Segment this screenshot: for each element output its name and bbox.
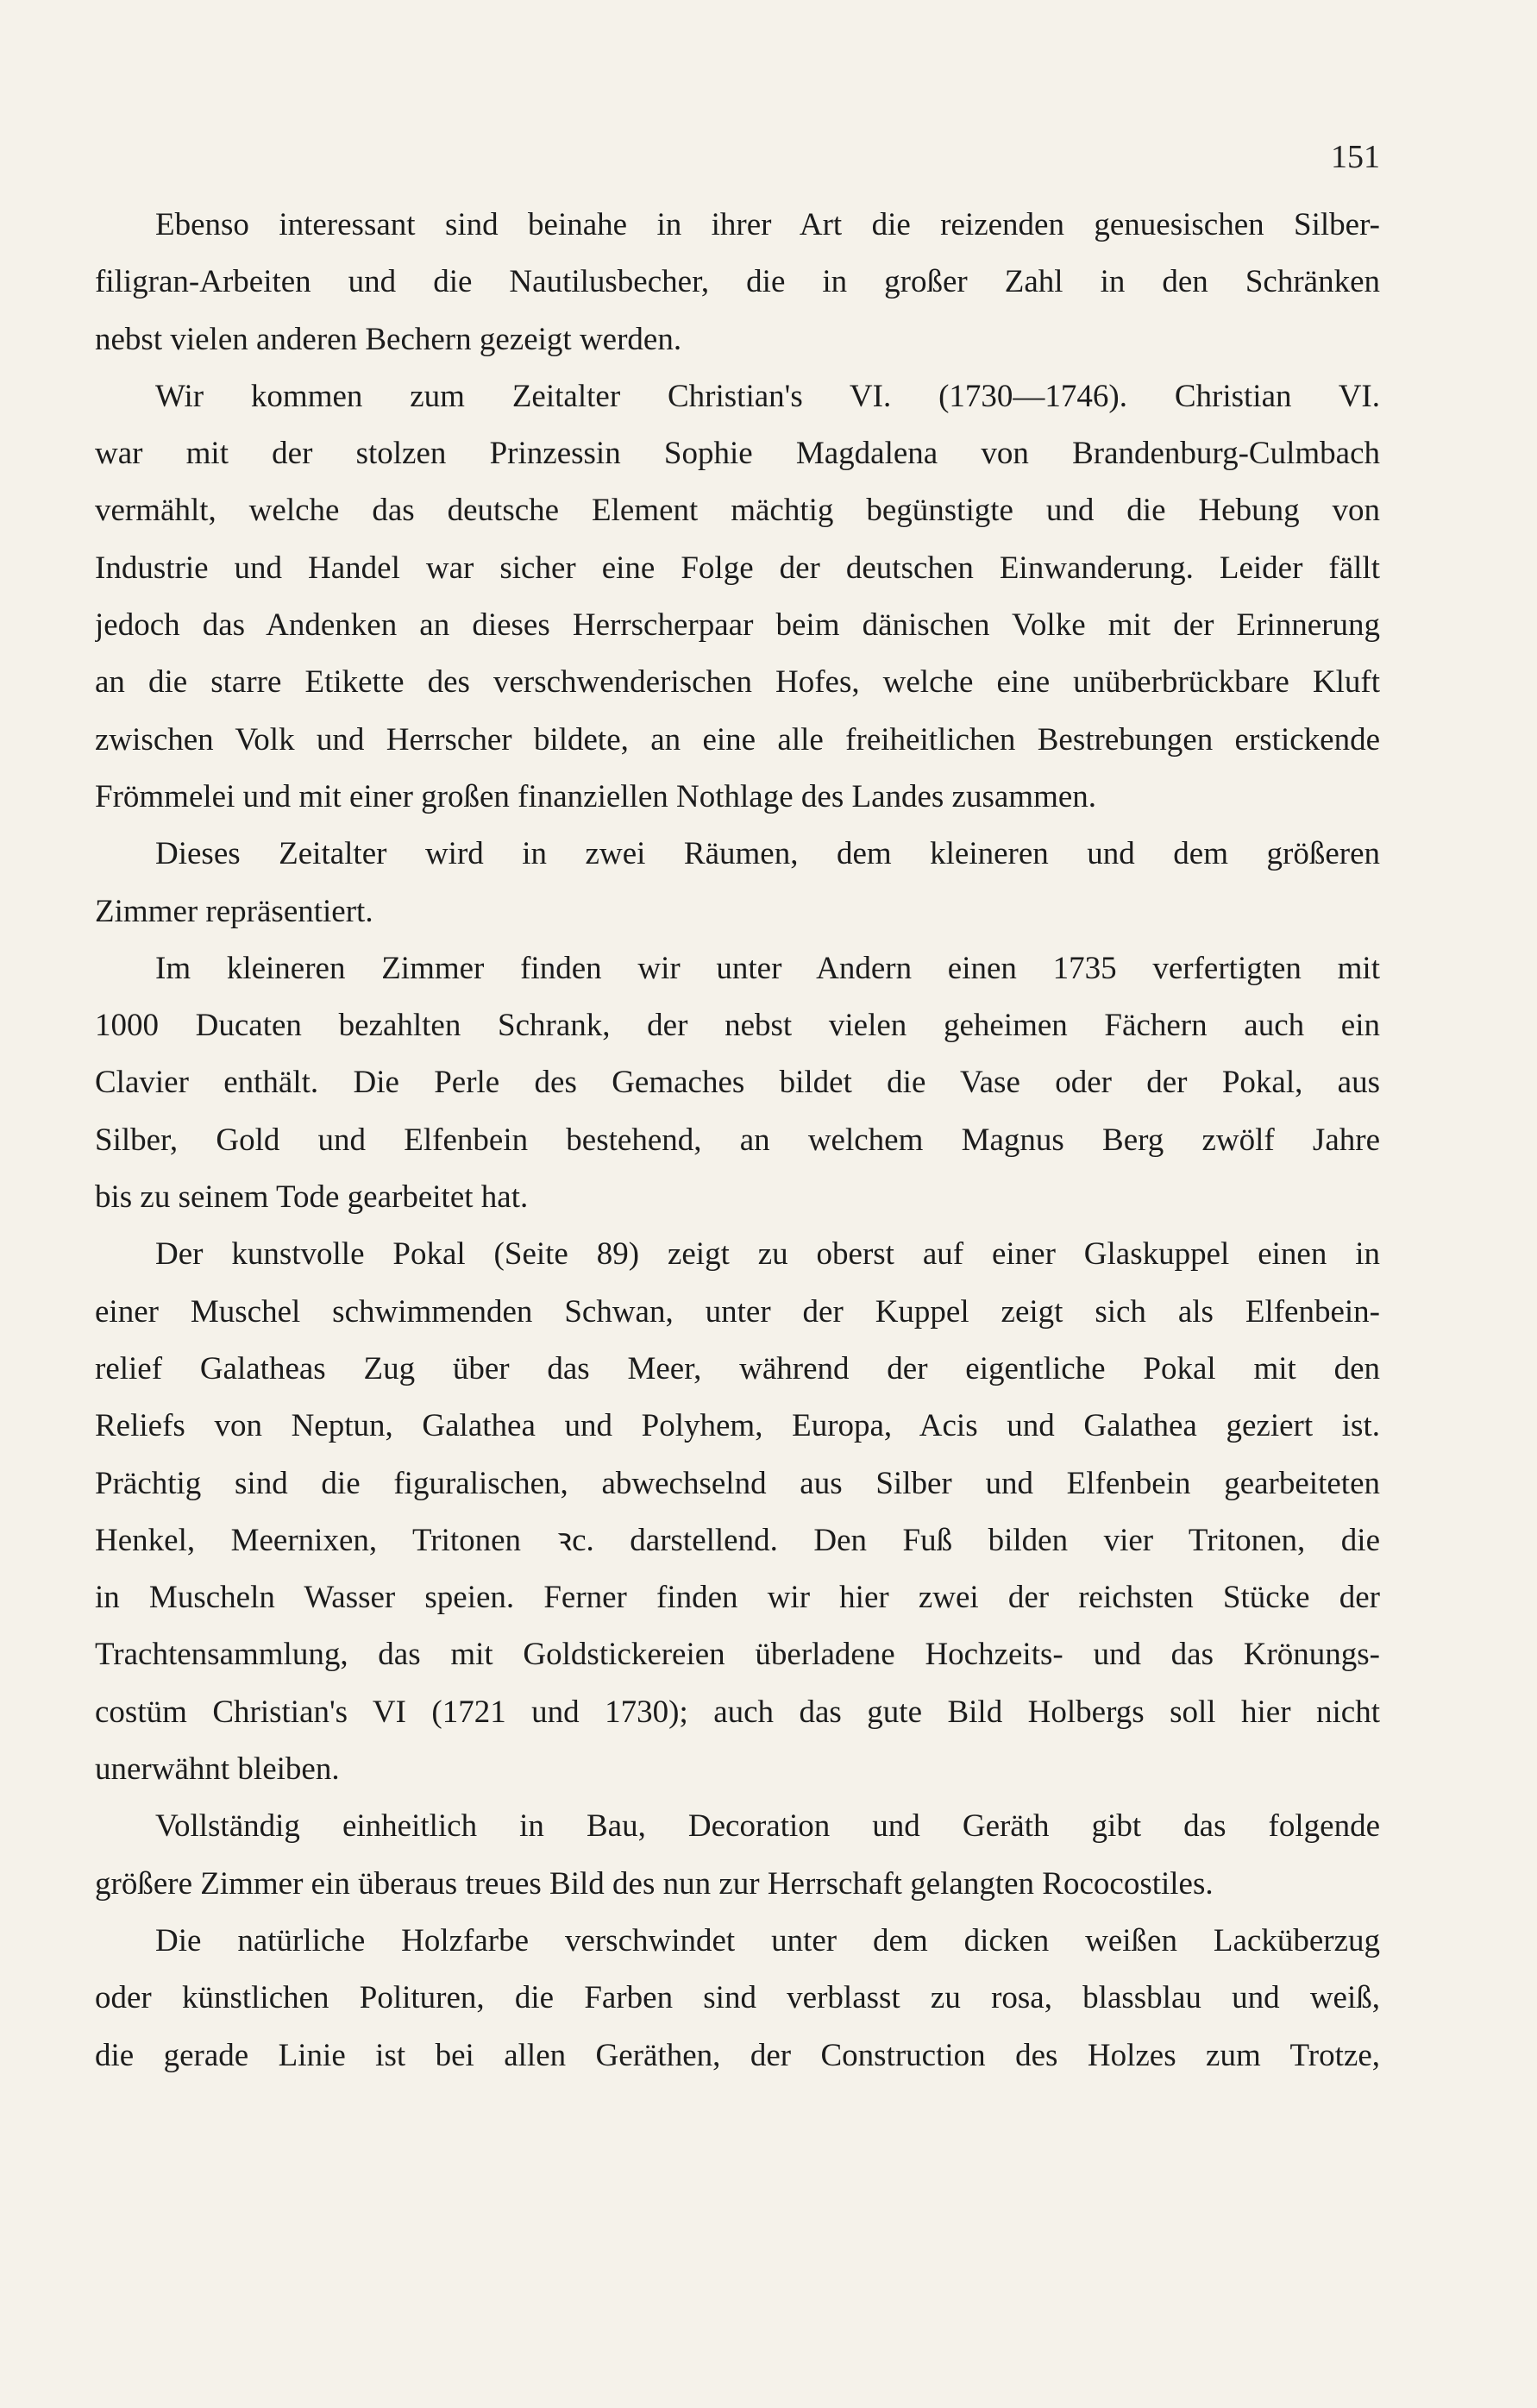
text-line: einer Muschel schwimmenden Schwan, unter der Kuppel zeigt sich als Elfenbein- — [95, 1293, 1380, 1330]
text-line: Frömmelei und mit einer großen finanziellen Nothlage des Landes zusammen. — [95, 778, 1097, 814]
text-line: jedoch das Andenken an dieses Herrscherpaar beim dänischen Volke mit der Erinnerung — [95, 607, 1380, 644]
text-line: Zimmer repräsentiert. — [95, 893, 373, 929]
text-line: Die natürliche Holzfarbe verschwindet unter dem dicken weißen Lacküberzug — [155, 1922, 1380, 1958]
text-line: vermählt, welche das deutsche Element mächtig begünstigte und die Hebung von — [95, 493, 1380, 529]
text-line: Der kunstvolle Pokal (Seite 89) zeigt zu oberst auf einer Glaskuppel einen in — [155, 1236, 1380, 1273]
text-line: 1000 Ducaten bezahlten Schrank, der nebst vielen geheimen Fächern auch ein — [95, 1008, 1380, 1044]
text-line: unerwähnt bleiben. — [95, 1751, 340, 1788]
text-line: Ebenso interessant sind beinahe in ihrer Art die reizenden genuesischen Silber- — [155, 207, 1380, 242]
text-line: zwischen Volk und Herrscher bildete, an eine alle freiheitlichen Bestrebungen erstickende — [95, 721, 1380, 758]
text-line: Trachtensammlung, das mit Goldstickereien überladene Hochzeits- und das Krönungs- — [95, 1637, 1380, 1673]
text-line: Vollständig einheitlich in Bau, Decoration und Geräth gibt das folgende — [155, 1808, 1380, 1845]
text-line: Clavier enthält. Die Perle des Gemaches bildet die Vase oder der Pokal, aus — [95, 1065, 1380, 1101]
text-line: filigran-Arbeiten und die Nautilusbecher, die in großer Zahl in den Schränken — [95, 264, 1380, 300]
text-line: Wir kommen zum Zeitalter Christian's VI. (1730—1746). Christian VI. — [155, 378, 1380, 414]
text-line: Industrie und Handel war sicher eine Folge der deutschen Einwanderung. Leider fällt — [95, 550, 1380, 586]
text-line: oder künstlichen Polituren, die Farben sind verblasst zu rosa, blassblau und weiß, — [95, 1980, 1380, 2016]
text-line: costüm Christian's VI (1721 und 1730); auch das gute Bild Holbergs soll hier nicht — [95, 1694, 1380, 1730]
text-line: war mit der stolzen Prinzessin Sophie Magdalena von Brandenburg-Culmbach — [95, 436, 1380, 472]
text-line: bis zu seinem Tode gearbeitet hat. — [95, 1179, 529, 1216]
text-line: relief Galatheas Zug über das Meer, während der eigentliche Pokal mit den — [95, 1350, 1380, 1386]
text-line: Henkel, Meernixen, Tritonen ꝛc. darstellend. Den Fuß bilden vier Tritonen, die — [95, 1522, 1380, 1558]
text-line: nebst vielen anderen Bechern gezeigt werden. — [95, 321, 682, 357]
text-line: größere Zimmer ein überaus treues Bild des nun zur Herrschaft gelangten Rococostiles. — [95, 1865, 1214, 1902]
text-line: an die starre Etikette des verschwenderischen Hofes, welche eine unüberbrückbare Kluft — [95, 664, 1380, 701]
page-number: 151 — [1331, 139, 1380, 175]
text-line: Silber, Gold und Elfenbein bestehend, an welchem Magnus Berg zwölf Jahre — [95, 1122, 1380, 1158]
text-line: Prächtig sind die figuralischen, abwechselnd aus Silber und Elfenbein gearbeiteten — [95, 1465, 1380, 1501]
body-text — [95, 197, 1380, 2084]
text-line: in Muscheln Wasser speien. Ferner finden wir hier zwei der reichsten Stücke der — [95, 1580, 1380, 1616]
text-line: Dieses Zeitalter wird in zwei Räumen, dem kleineren und dem größeren — [155, 836, 1380, 872]
text-line: Im kleineren Zimmer finden wir unter Andern einen 1735 verfertigten mit — [155, 950, 1380, 986]
text-line: die gerade Linie ist bei allen Geräthen, der Construction des Holzes zum Trotze, — [95, 2037, 1380, 2073]
text-line: Reliefs von Neptun, Galathea und Polyhem, Europa, Acis und Galathea geziert ist. — [95, 1408, 1380, 1444]
